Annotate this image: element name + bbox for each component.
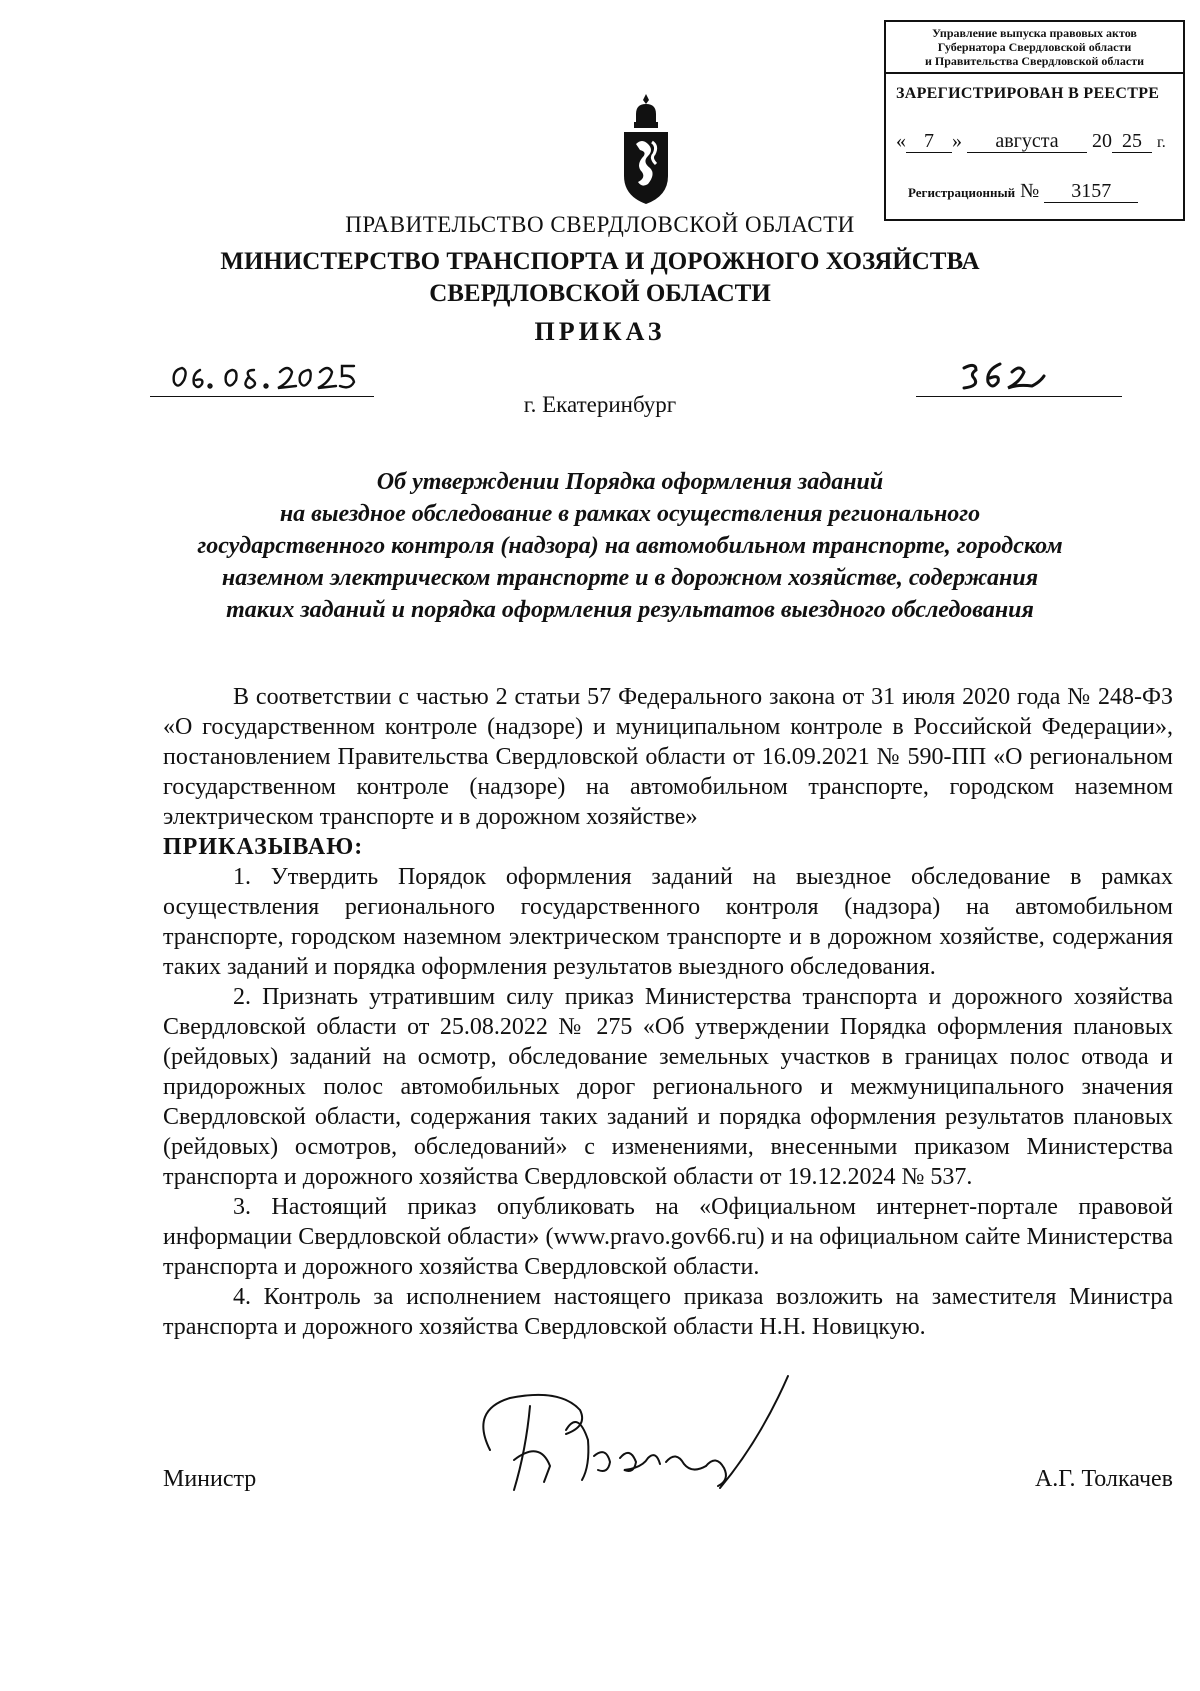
coat-of-arms-icon [622, 92, 670, 208]
stamp-number [908, 180, 1138, 203]
handwritten-number [916, 356, 1122, 397]
order-item: 3. Настоящий приказ опубликовать на «Официальном интернет-портале правовой информации Свердловской области» (www.pravo.gov66.ru) и на официальном сайте Министерства транспорта и дорожного хозяйства Свердловской области. [163, 1194, 1173, 1280]
order-item: 1. Утвердить Порядок оформления заданий на выездное обследование в рамках осуществления регионального государственного контроля (надзора) на автомобильном транспорте, городском наземном электрическом транспорте и в дорожном хозяйстве, содержания таких заданий и порядка оформления результатов выездного обследования. [163, 864, 1173, 980]
government-name: ПРАВИТЕЛЬСТВО СВЕРДЛОВСКОЙ ОБЛАСТИ [345, 212, 855, 237]
title-line: на выездное обследование в рамках осуществления регионального [279, 501, 981, 527]
ministry-name-line: СВЕРДЛОВСКОЙ ОБЛАСТИ [429, 280, 771, 307]
stamp-header-line: Управление выпуска правовых актов [932, 26, 1137, 40]
order-item: 2. Признать утратившим силу приказ Министерства транспорта и дорожного хозяйства Свердловской области от 25.08.2022 № 275 «Об утверждении Порядка оформления плановых (рейдовых) заданий на осмотр, обследование земельных участков в границах полос отвода и придорожных полос автомобильных дорог регионального и межмуниципального значения Свердловской области, содержания таких заданий и порядка оформления результатов плановых (рейдовых) осмотров, обследований» с изменениями, внесенными приказом Министерства транспорта и дорожного хозяйства Свердловской области от 19.12.2024 № 537. [163, 984, 1173, 1190]
stamp-open-quote: « [896, 130, 906, 152]
stamp-registered-label: ЗАРЕГИСТРИРОВАН В РЕЕСТРЕ [896, 85, 1160, 102]
stamp-year-unit: г. [1157, 134, 1166, 151]
stamp-year-suffix: 25 [1112, 130, 1152, 153]
stamp-day: 7 [906, 130, 952, 153]
handwritten-number-image [956, 356, 1056, 396]
document-title [160, 466, 1100, 626]
signatory-role: Министр [163, 1466, 257, 1492]
registry-stamp [884, 20, 1185, 221]
signature-block [163, 1466, 1173, 1506]
signatory-name: А.Г. Толкачев [1034, 1466, 1173, 1492]
city-name: г. Екатеринбург [523, 392, 677, 417]
stamp-reg-label: Регистрационный [908, 185, 1016, 200]
stamp-year-prefix: 20 [1092, 130, 1112, 152]
order-word: ПРИКАЗЫВАЮ: [163, 834, 364, 860]
stamp-reg-number: 3157 [1044, 180, 1138, 203]
order-item: 4. Контроль за исполнением настоящего приказа возложить на заместителя Министра транспорта и дорожного хозяйства Свердловской области Н.Н. Новицкую. [163, 1284, 1173, 1340]
stamp-date [896, 130, 1181, 153]
title-line: наземном электрическом транспорте и в дорожном хозяйстве, содержания [221, 565, 1039, 591]
stamp-close-quote: » [952, 130, 962, 152]
stamp-header-line: и Правительства Свердловской области [925, 54, 1144, 68]
preamble-paragraph: В соответствии с частью 2 статьи 57 Федерального закона от 31 июля 2020 года № 248-ФЗ «О государственном контроле (надзоре) и муниципальном контроле в Российской Федерации», постановлением Правительства Свердловской области от 16.09.2021 № 590-ПП «О региональном государственном контроле (надзоре) на автомобильном транспорте, городском наземном электрическом транспорте и в дорожном хозяйстве» [163, 684, 1173, 830]
handwritten-date [150, 356, 374, 397]
stamp-number-sign: № [1020, 180, 1040, 202]
ministry-name [0, 246, 1200, 310]
stamp-header [886, 22, 1183, 74]
document-type: ПРИКАЗ [534, 317, 666, 346]
title-line: таких заданий и порядка оформления результатов выездного обследования [226, 597, 1034, 623]
handwritten-date-image [168, 358, 368, 394]
ministry-name-line: МИНИСТЕРСТВО ТРАНСПОРТА И ДОРОЖНОГО ХОЗЯЙСТВА [220, 248, 980, 275]
stamp-month: августа [967, 130, 1087, 153]
title-line: государственного контроля (надзора) на автомобильном транспорте, городском [197, 533, 1063, 559]
document-body [163, 682, 1173, 1342]
stamp-header-line: Губернатора Свердловской области [937, 40, 1132, 54]
title-line: Об утверждении Порядка оформления заданий [376, 469, 884, 495]
